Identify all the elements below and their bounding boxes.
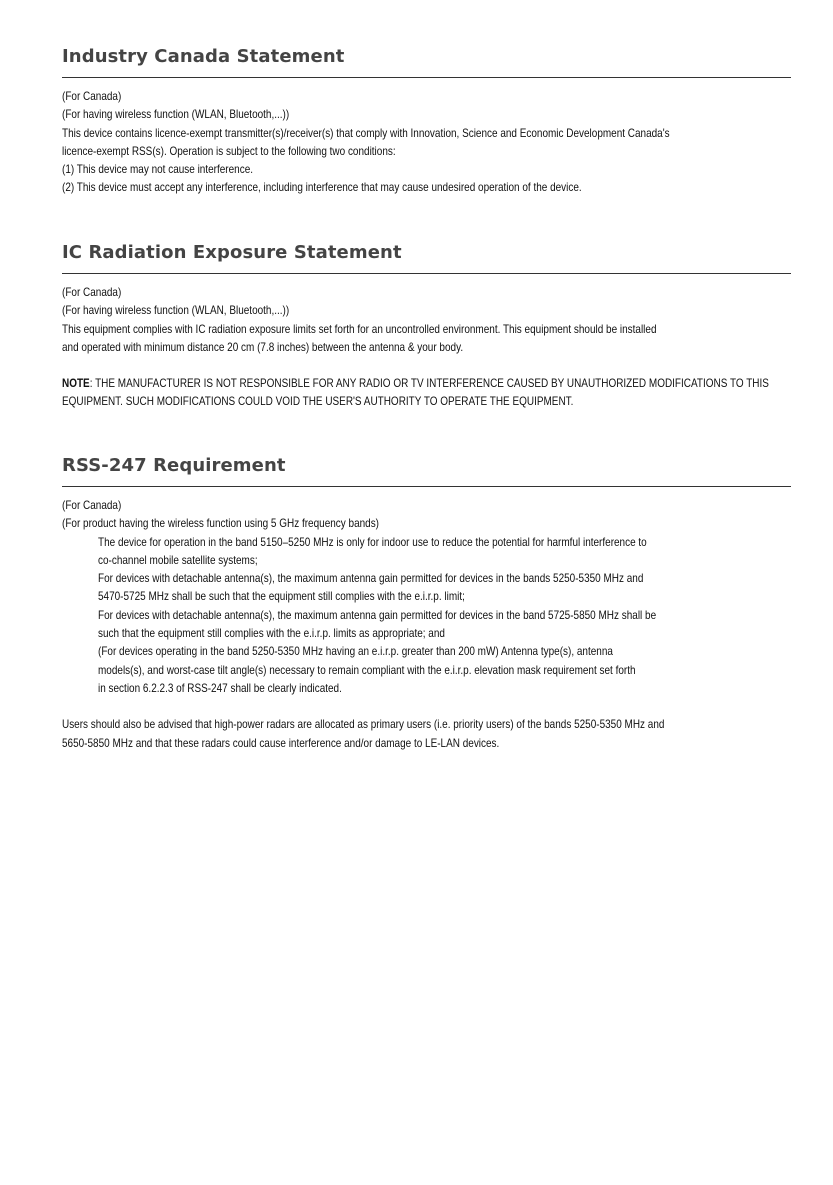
requirements-list xyxy=(62,534,791,699)
requirement-line: (For devices operating in the band 5250-5350 MHz having an e.i.r.p. greater than 200 mW) Antenna type(s), antenna xyxy=(98,645,613,659)
paragraph-line: (For Canada) xyxy=(62,90,122,103)
industry-canada-section xyxy=(62,45,791,198)
paragraph-line: licence-exempt RSS(s). Operation is subject to the following two conditions: xyxy=(62,144,396,158)
note-line xyxy=(62,375,769,393)
paragraph-line: (For having wireless function (WLAN, Bluetooth,...)) xyxy=(62,304,290,318)
requirement-line: co-channel mobile satellite systems; xyxy=(98,553,258,567)
paragraph-line: (2) This device must accept any interference, including interference that may cause undesired operation of the device. xyxy=(62,181,582,195)
rss-247-section xyxy=(62,454,791,753)
paragraph-line: (1) This device may not cause interference. xyxy=(62,163,254,177)
note-text: : THE MANUFACTURER IS NOT RESPONSIBLE FOR ANY RADIO OR TV INTERFERENCE CAUSED BY UNAUTHORIZED MODIFICATIONS TO THIS xyxy=(89,377,769,391)
section-divider xyxy=(62,77,791,78)
note-block xyxy=(62,375,791,412)
spacer xyxy=(62,698,791,716)
paragraph-line: Users should also be advised that high-power radars are allocated as primary users (i.e. priority users) of the bands 5250-5350 MHz and xyxy=(62,718,665,732)
requirement-line: in section 6.2.2.3 of RSS-247 shall be clearly indicated. xyxy=(98,681,342,695)
section-divider xyxy=(62,273,791,274)
paragraph-line: 5650-5850 MHz and that these radars could cause interference and/or damage to LE-LAN devices. xyxy=(62,736,500,750)
paragraph-line: (For Canada) xyxy=(62,499,122,512)
requirement-line: For devices with detachable antenna(s), the maximum antenna gain permitted for devices in the band 5725-5850 MHz shall be xyxy=(98,608,657,622)
section-heading: Industry Canada Statement xyxy=(62,46,345,67)
paragraph-line: (For product having the wireless function using 5 GHz frequency bands) xyxy=(62,517,380,531)
requirement-line: 5470-5725 MHz shall be such that the equipment still complies with the e.i.r.p. limit; xyxy=(98,590,465,604)
paragraph-line: This device contains licence-exempt transmitter(s)/receiver(s) that comply with Innovation, Science and Economic Development Canada's xyxy=(62,126,670,140)
ic-radiation-section xyxy=(62,241,791,412)
requirement-line: For devices with detachable antenna(s), the maximum antenna gain permitted for devices in the bands 5250-5350 MHz and xyxy=(98,572,644,586)
paragraph-line: (For having wireless function (WLAN, Bluetooth,...)) xyxy=(62,108,290,122)
paragraph-line: (For Canada) xyxy=(62,286,122,299)
requirement-line: The device for operation in the band 5150–5250 MHz is only for indoor use to reduce the potential for harmful interference to xyxy=(98,535,647,549)
spacer xyxy=(62,357,791,375)
note-line: EQUIPMENT. SUCH MODIFICATIONS COULD VOID THE USER'S AUTHORITY TO OPERATE THE EQUIPMENT. xyxy=(62,395,574,409)
section-divider xyxy=(62,486,791,487)
note-label: NOTE xyxy=(62,377,90,391)
section-heading: RSS-247 Requirement xyxy=(62,455,286,476)
section-heading: IC Radiation Exposure Statement xyxy=(62,242,402,263)
requirement-line: models(s), and worst-case tilt angle(s) necessary to remain compliant with the e.i.r.p. elevation mask requirement set forth xyxy=(98,663,636,677)
requirement-line: such that the equipment still complies with the e.i.r.p. limits as appropriate; and xyxy=(98,627,445,641)
paragraph-line: and operated with minimum distance 20 cm (7.8 inches) between the antenna & your body. xyxy=(62,340,464,354)
paragraph-line: This equipment complies with IC radiation exposure limits set forth for an uncontrolled environment. This equipment should be installed xyxy=(62,322,657,336)
